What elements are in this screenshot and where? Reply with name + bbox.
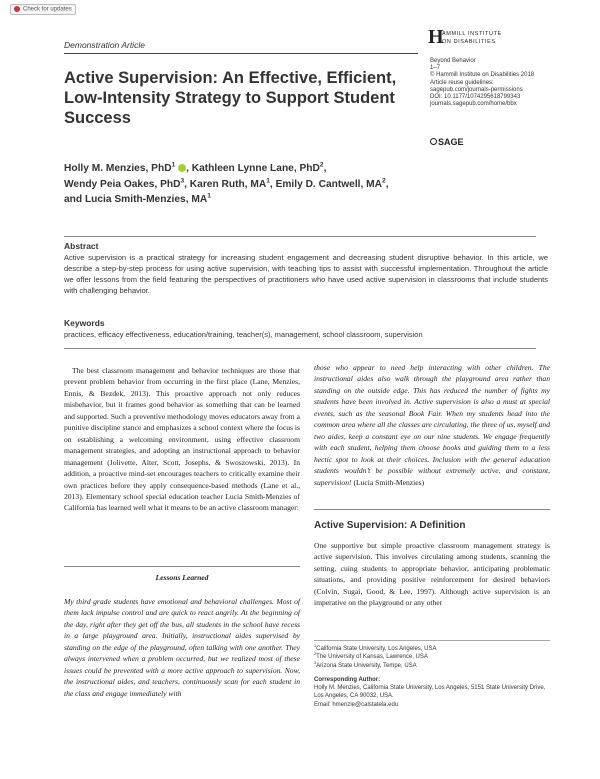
copyright: © Hammill Institute on Disabilities 2018 — [430, 72, 535, 79]
divider — [64, 53, 418, 54]
keywords-heading: Keywords — [64, 318, 105, 328]
author-name[interactable]: Wendy Peia Oakes, PhD — [64, 178, 181, 190]
definition-paragraph: One supportive but simple proactive classroom management strategy is active supervision. This involves circulating among students, scanning the setting, cuing students to appropriate behavior, anticipating problematic situations, and providing positive reinforcement for desired behaviors (Colvin, Sugai, Good, & Lee, 1997). Although active supervision is an imperative on the playground or any other — [314, 541, 550, 608]
sage-logo: SAGE — [430, 137, 464, 147]
orcid-icon[interactable] — [178, 164, 186, 172]
intro-paragraph: The best classroom management and behavior techniques are those that prevent problem behavior from occurring in the first place (Lane, Menzies, Ennis, & Bezdek, 2013). This proactive approach not only reduces misbehavior, but it frames good behavior as something that can be learned and supported. Such a preventive methodology moves educators away from a punitive discipline stance and emphasizes a school context where the focus is on establishing a welcoming environment, using effective classroom management strategies, and adopting an instructional approach to behavior management (Jolivette, Alter, Scott, Josephs, & Swoszowski, 2013). In addition, a proactive mind-set encourages teachers to critically examine their own practices before they apply consequence-based methods (Lane et al., 2013). Elementary school special education teacher Lucia Smith-Menzies of California has learned well what it means to be an active classroom manager: — [64, 366, 300, 513]
affiliation: $^2$The University of Kansas, Lawrence, USA — [314, 651, 428, 661]
sage-ring-icon — [430, 138, 437, 145]
author-name[interactable]: , Emily D. Cantwell, MA — [269, 178, 382, 190]
author-name[interactable]: Holly M. Menzies, PhD — [64, 163, 172, 174]
journal-name: Beyond Behavior — [430, 58, 476, 64]
divider — [64, 236, 536, 237]
section-heading: Active Supervision: A Definition — [314, 520, 466, 531]
article-type: Demonstration Article — [64, 40, 145, 50]
reuse-label: Article reuse guidelines: — [430, 79, 494, 86]
corresponding-author-text: Holly M. Menzies, California State University, Los Angeles, 5151 State University Drive, Los Angeles, CA 90032, USA. — [314, 685, 546, 700]
affiliation: $^1$California State University, Los Angeles, USA — [314, 643, 437, 652]
author-list: Holly M. Menzies, PhD$^1$ , Kathleen Lynne Lane, PhD$^2$, Wendy Peia Oakes, PhD$^3$, Karen Ruth, $MA^1$, Emily D. Cantwell, $MA^2$, and Lucia Smith-Menzies, $MA^1$ — [64, 161, 389, 205]
lessons-learned-heading: Lessons Learned — [155, 573, 209, 582]
divider — [64, 566, 300, 567]
publisher-logo-line2: ON DISABILITIES — [442, 39, 496, 45]
abstract-heading: Abstract — [64, 241, 99, 251]
badge-label: Check for updates — [23, 6, 72, 13]
publisher-logo-mark: H — [428, 26, 444, 48]
publisher-logo-line1: AMMILL INSTITUTE — [442, 31, 502, 37]
lessons-quote-part1: My third grade students have emotional and behavioral challenges. Most of them lack impulse control and are quick to react angrily. At the beginning of the day, right after they get off the bus, all students in the school have recess in a large playground area. Initially, instructional aides supervised by standing on the edge of the playground, often talking with one another. They always intervened when a problem occurred, but we realized most of these issues could be prevented with a more active approach to supervision. Now, the instructional aides, and teachers, continuously scan for each student in the class and engage immediately with — [64, 597, 300, 698]
article-title: Active Supervision: An Effective, Efficient, Low-Intensity Strategy to Support Student Success — [64, 69, 397, 127]
definition-body — [314, 540, 550, 609]
affiliation: $^3$Arizona State University, Tempe, USA — [314, 659, 417, 669]
divider — [314, 509, 550, 510]
update-icon — [14, 6, 20, 12]
page-range: 1–7 — [430, 65, 441, 72]
author-name[interactable]: , Kathleen Lynne Lane, PhD — [186, 163, 320, 174]
author-name[interactable]: and Lucia Smith-Menzies, MA — [64, 194, 208, 205]
quote-text: those who appear to need help interacting with other children. The instructional aides also walk through the playground area rather than standing on the outside edge. This has reduced the number of fights my students have been involved in. Active supervision is also a must at special events, such as the seasonal Book Fair. When my students head into the common area where all the classes are circulating, the three of us, myself and two aides, keep a constant eye on our nine students. We engage frequently with each student, helping them choose books and guiding them to a less hectic spot to look at their choices. Inclusion with the general education students wouldn’t be possible without extremely active, and constant, supervision! — [314, 363, 550, 487]
keywords-text: practices, efficacy effectiveness, education/training, teacher(s), management, school classroom, supervision — [64, 330, 423, 339]
footnotes — [314, 645, 554, 709]
corresponding-author-heading: Corresponding Author: — [314, 676, 381, 683]
body-intro — [64, 365, 300, 514]
check-for-updates-badge[interactable] — [10, 4, 76, 15]
divider — [314, 640, 550, 641]
abstract-text: Active supervision is a practical strategy for increasing student engagement and decreasing student disruptive behavior. In this article, we describe a step-by-step process for using active supervision, with teaching tips to assist with successful implementation. Throughout the article we offer lessons from the field featuring the perspectives of practitioners who have used active supervision in classrooms that include students with challenging behavior. — [64, 253, 548, 295]
lessons-quote-part2 — [314, 362, 550, 488]
journal-home-link[interactable]: journals.sagepub.com/home/bbx — [430, 101, 517, 108]
email-link[interactable]: Email: hmenzie@calstatela.edu — [314, 701, 399, 708]
journal-meta — [430, 58, 580, 108]
permissions-link[interactable]: sagepub.com/journals-permissions — [430, 86, 523, 93]
author-name[interactable]: , Karen Ruth, MA — [184, 178, 267, 190]
divider — [64, 348, 536, 349]
doi-link[interactable]: DOI: 10.1177/1074295618799343 — [430, 94, 521, 101]
quote-attribution: (Lucia Smith-Menzies) — [353, 477, 425, 487]
